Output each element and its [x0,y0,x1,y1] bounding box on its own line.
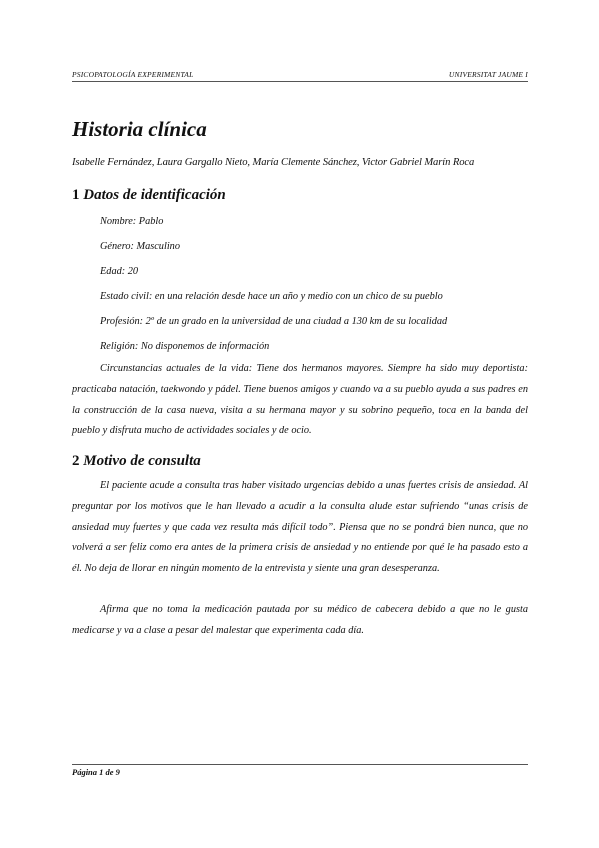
section-title: Datos de identificación [83,187,226,203]
footer-divider [72,764,528,765]
paragraph-medication: Afirma que no toma la medicación pautada por su médico de cabecera debido a que no le gusta medicarse y va a clase a pesar del malestar que experimenta cada día. [72,604,528,636]
page-number: Página 1 de 9 [72,767,120,777]
field-age: Edad: 20 [100,266,139,277]
section-title: Motivo de consulta [83,453,201,469]
field-gender: Género: Masculino [100,241,180,252]
paragraph-consultation-reason: El paciente acude a consulta tras haber visitado urgencias debido a unas fuertes crisis de ansiedad. Al preguntar por los motivos que le han llevado a acudir a la consulta alude estar sufriendo “unas crisis de ansiedad muy fuertes y que cada vez resulta más difícil todo”. Piensa que no se pondrá bien nunca, que no volverá a ser feliz como era antes de la primera crisis de ansiedad y no entiende por qué le ha pasado esto a él. No deja de llorar en ningún momento de la entrevista y siente una gran desesperanza. [72,480,528,575]
page-header [72,70,528,81]
field-profession: Profesión: 2º de un grado en la universidad de una ciudad a 130 km de su localidad [100,316,448,327]
section-heading-identification [72,187,226,204]
field-name: Nombre: Pablo [100,216,164,227]
header-university: UNIVERSITAT JAUME I [448,70,528,79]
section-number: 2 [72,453,80,469]
authors: Isabelle Fernández, Laura Gargallo Nieto, María Clemente Sánchez, Victor Gabriel Marín Roca [72,157,475,168]
header-course: PSICOPATOLOGÍA EXPERIMENTAL [72,70,194,79]
paragraph-life-circumstances: Circunstancias actuales de la vida: Tiene dos hermanos mayores. Siempre ha sido muy deportista: practicaba natación, taekwondo y pádel. Tiene buenos amigos y cuando va a su pueblo ayuda a sus padres en la construcción de la casa nueva, visita a su hermana mayor y su sobrino pequeño, toca en la banda del pueblo y disfruta mucho de actividades sociales y de ocio. [72,363,528,437]
header-divider [72,81,528,82]
section-heading-consultation [72,453,201,470]
section-number: 1 [72,187,80,203]
page-title: Historia clínica [72,117,207,141]
field-religion: Religión: No disponemos de información [100,341,270,352]
field-civil-status: Estado civil: en una relación desde hace un año y medio con un chico de su pueblo [100,291,443,302]
